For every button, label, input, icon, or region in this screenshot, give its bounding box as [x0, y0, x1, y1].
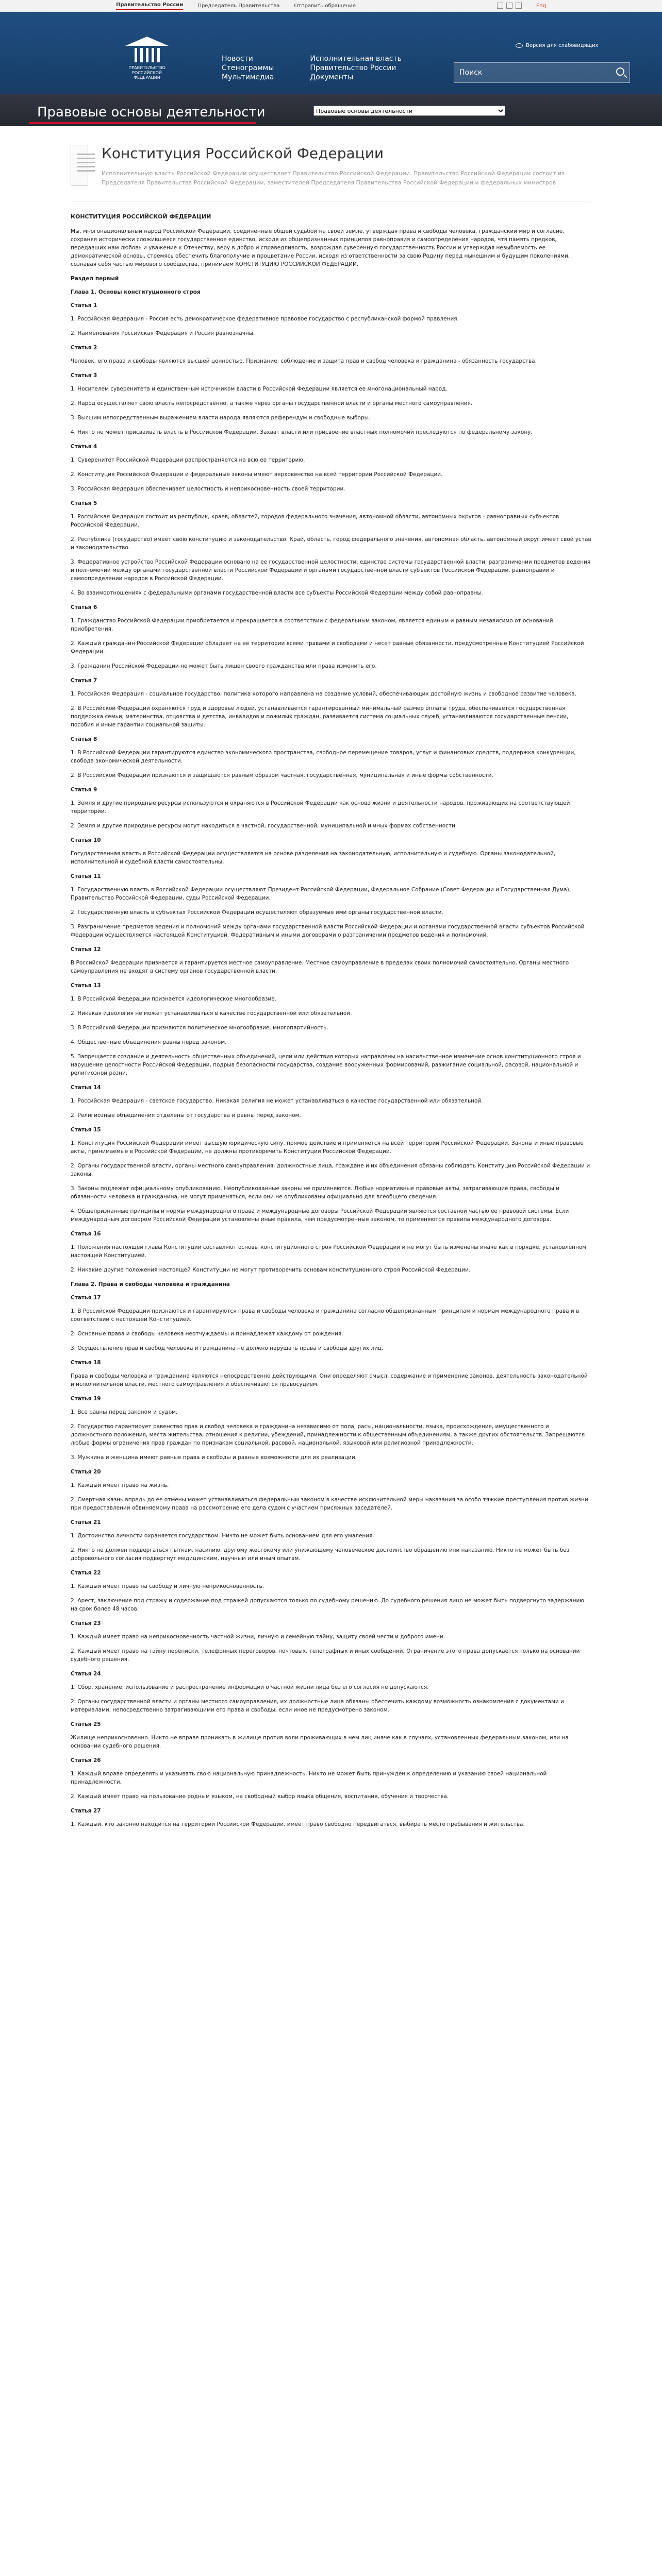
preamble: Мы, многонациональный народ Российской Федерации, соединенные общей судьбой на своей земле, утверждая права и свободы человека, гражданский мир и согласие, сохраняя исторически сложившееся государственное единство, исходя из общепризнанных принципов равноправия и самоопределения народов, чтя память предков, передавших нам любовь и уважение к Отечеству, веру в добро и справедливость, возрождая суверенную государственность России и утверждая незыблемость ее демократической основы, стремясь обеспечить благополучие и процветание России, исходя из ответственности за свою Родину перед нынешним и будущим поколениями, сознавая себя частью мирового сообщества, принимаем КОНСТИТУЦИЮ РОССИЙСКОЙ ФЕДЕРАЦИИ.: [71, 228, 570, 267]
article-paragraph: 1. Каждый имеет право на свободу и личную неприкосновенность.: [71, 1583, 264, 1589]
article-paragraph: 2. В Российской Федерации признаются и защищаются равным образом частная, государственная, муниципальная и иные формы собственности.: [71, 772, 493, 778]
vk-icon[interactable]: [506, 3, 512, 9]
article-heading: Статья 18: [71, 1360, 101, 1366]
article-heading: Статья 20: [71, 1469, 101, 1475]
article-paragraph: 2. Каждый имеет право на пользование родным языком, на свободный выбор языка общения, воспитания, обучения и творчества.: [71, 1793, 449, 1800]
nav-documents[interactable]: Документы: [310, 73, 354, 81]
article-paragraph: 2. Органы государственной власти и органы местного самоуправления, их должностные лица обязаны обеспечить каждому возможность ознакомления с документами и материалами, непосредственно затрагивающими его права и свободы, если иное не предусмотрено законом.: [71, 1699, 564, 1713]
topbar-link-government[interactable]: Правительство России: [116, 2, 183, 10]
article-paragraph: 1. Земля и другие природные ресурсы используются и охраняются в Российской Федерации как основа жизни и деятельности народов, проживающих на соответствующей территории.: [71, 800, 570, 815]
page-title: Конституция Российской Федерации: [101, 145, 384, 162]
chapter-2-articles: [71, 1294, 591, 1828]
article-paragraph: 2. Народ осуществляет свою власть непосредственно, а также через органы государственной власти и органы местного самоуправления.: [71, 400, 473, 406]
article-heading: Статья 8: [71, 736, 97, 742]
article-paragraph: 1. Сбор, хранение, использование и распространение информации о частной жизни лица без его согласия не допускаются.: [71, 1684, 429, 1690]
article-heading: Статья 21: [71, 1519, 101, 1526]
article-heading: Статья 26: [71, 1757, 101, 1764]
section-bar: [0, 94, 662, 126]
chapter-heading: Глава 1. Основы конституционного строя: [71, 289, 201, 295]
article-paragraph: 1. Государственную власть в Российской Федерации осуществляют Президент Российской Федерации, Федеральное Собрание (Совет Федерации и Государственная Дума), Правительство Российской Федерации, суды Российской Федерации.: [71, 887, 571, 901]
article-heading: Статья 3: [71, 372, 97, 379]
article-paragraph: 2. Каждый имеет право на тайну переписки, телефонных переговоров, почтовых, телеграфных и иных сообщений. Ограничение этого права допускается только на основании судебного решения.: [71, 1648, 580, 1663]
language-switch[interactable]: Eng: [536, 3, 546, 9]
building-columns-icon: [135, 48, 160, 62]
article-heading: Статья 11: [71, 873, 101, 879]
section-select[interactable]: [313, 106, 505, 116]
article-paragraph: 3. Законы подлежат официальному опубликованию. Неопубликованные законы не применяются. Любые нормативные правовые акты, затрагивающие права, свободы и обязанности человека и гражданина, не могут применяться, если они не опубликованы официально для всеобщего сведения.: [71, 1185, 560, 1200]
article-paragraph: 1. Российская Федерация - социальное государство, политика которого направлена на создание условий, обеспечивающих достойную жизнь и свободное развитие человека.: [71, 691, 577, 697]
article-paragraph: 1. Российская Федерация - светское государство. Никакая религия не может устанавливаться в качестве государственной или обязательной.: [71, 1098, 483, 1104]
article-paragraph: 4. Общественные объединения равны перед законом.: [71, 1039, 227, 1045]
article-paragraph: 3. Федеративное устройство Российской Федерации основано на ее государственной целостности, единстве системы государственной власти, разграничении предметов ведения и полномочий между органами государственной власти Российской Федерации и органами государственной власти субъектов Российской Федерации, равноправии и самоопределении народов в Российской Федерации.: [71, 559, 591, 582]
impaired-version-label: Версия для слабовидящих: [526, 43, 599, 48]
article-heading: Статья 27: [71, 1808, 101, 1814]
article-paragraph: 2. Наименования Российская Федерация и Россия равнозначны.: [71, 330, 255, 336]
article-paragraph: 2. Органы государственной власти, органы местного самоуправления, должностные лица, граждане и их объединения обязаны соблюдать Конституцию Российской Федерации и законы.: [71, 1163, 590, 1177]
article-heading: Статья 1: [71, 302, 97, 309]
article-paragraph: 1. Гражданство Российской Федерации приобретается и прекращается в соответствии с федеральным законом, является единым и равным независимо от оснований приобретения.: [71, 618, 553, 632]
article-paragraph: 5. Запрещается создание и деятельность общественных объединений, цели или действия которых направлены на насильственное изменение основ конституционного строя и нарушение целостности Российской Федерации, подрыв безопасности государства, создание вооруженных формирований, разжигание социальной, расовой, национальной и религиозной розни.: [71, 1054, 581, 1076]
article-paragraph: 1. Достоинство личности охраняется государством. Ничто не может быть основанием для его умаления.: [71, 1533, 374, 1539]
article-paragraph: Права и свободы человека и гражданина являются непосредственно действующими. Они определяют смысл, содержание и применение законов, деятельность законодательной и исполнительной власти, местного самоуправления и обеспечиваются правосудием.: [71, 1373, 588, 1387]
eye-icon: [516, 43, 523, 48]
nav-multimedia[interactable]: Мультимедиа: [222, 73, 274, 81]
nav-transcripts[interactable]: Стенограммы: [222, 64, 274, 72]
article-heading: Статья 15: [71, 1127, 101, 1133]
article-paragraph: 1. Каждый имеет право на жизнь.: [71, 1482, 169, 1488]
article-paragraph: 3. Российская Федерация обеспечивает целостность и неприкосновенность своей территории.: [71, 486, 345, 492]
article-paragraph: 4. Во взаимоотношениях с федеральными органами государственной власти все субъекты Российской Федерации между собой равноправны.: [71, 590, 484, 596]
site-logo[interactable]: [119, 37, 175, 80]
article-heading: Статья 12: [71, 946, 101, 953]
search-input[interactable]: [454, 63, 610, 82]
site-header: [0, 12, 662, 94]
article-paragraph: 3. Высшим непосредственным выражением власти народа являются референдум и свободные выборы.: [71, 415, 371, 421]
article-paragraph: 2. Земля и другие природные ресурсы могут находиться в частной, государственной, муниципальной и иных формах собственности.: [71, 823, 457, 829]
article-paragraph: 1. Суверенитет Российской Федерации распространяется на всю ее территорию.: [71, 457, 305, 463]
article-paragraph: 2. Государственную власть в субъектах Российской Федерации осуществляют образуемые ими органы государственной власти.: [71, 909, 443, 916]
article-heading: Статья 4: [71, 444, 97, 450]
page-description: Исполнительную власть Российской Федерации осуществляет Правительство Российской Федерации. Правительство Российской Федерации состоит из Председателя Правительства Российской Федерации, заместителей Председателя Правительства Российской Федерации и федеральных министров: [101, 170, 565, 186]
article-heading: Статья 17: [71, 1295, 101, 1301]
article-paragraph: 2. Религиозные объединения отделены от государства и равны перед законом.: [71, 1112, 301, 1118]
chapter-heading: Глава 2. Права и свободы человека и гражданина: [71, 1281, 230, 1287]
rss-icon[interactable]: [497, 3, 503, 9]
article-heading: Статья 14: [71, 1084, 101, 1091]
article-paragraph: 2. Никакая идеология не может устанавливаться в качестве государственной или обязательной.: [71, 1010, 352, 1016]
topbar-link-appeal[interactable]: Отправить обращение: [294, 3, 356, 9]
article-paragraph: 1. Каждый имеет право на неприкосновенность частной жизни, личную и семейную тайну, защиту своей чести и доброго имени.: [71, 1634, 445, 1640]
building-roof-icon: [125, 37, 169, 46]
article-paragraph: 2. Арест, заключение под стражу и содержание под стражей допускаются только по судебному решению. До судебного решения лицо не может быть подвергнуто задержанию на срок более 48 часов.: [71, 1598, 585, 1612]
section-title: Правовые основы деятельности: [37, 105, 266, 120]
article-paragraph: 1. Российская Федерация состоит из республик, краев, областей, городов федерального значения, автономной области, автономных округов - равноправных субъектов Российской Федерации.: [71, 514, 559, 528]
article-paragraph: 3. Гражданин Российской Федерации не может быть лишен своего гражданства или права изменить его.: [71, 663, 377, 669]
article-paragraph: 1. В Российской Федерации гарантируются единство экономического пространства, свободное перемещение товаров, услуг и финансовых средств, поддержка конкуренции, свобода экономической деятельности.: [71, 750, 576, 764]
logo-text: ПРАВИТЕЛЬСТВО РОССИЙСКОЙ ФЕДЕРАЦИИ: [128, 65, 166, 80]
section-underline: [29, 122, 256, 124]
section-heading: Раздел первый: [71, 276, 119, 282]
document-heading: КОНСТИТУЦИЯ РОССИЙСКОЙ ФЕДЕРАЦИИ: [71, 213, 211, 220]
main-content: [71, 126, 591, 1828]
article-paragraph: 4. Никто не может присваивать власть в Российской Федерации. Захват власти или присвоение властных полномочий преследуются по федеральному закону.: [71, 429, 533, 435]
article-paragraph: 1. Конституция Российской Федерации имеет высшую юридическую силу, прямое действие и применяется на всей территории Российской Федерации. Законы и иные правовые акты, принимаемые в Российской Федерации, не должны противоречить Конституции Российской Федерации.: [71, 1140, 584, 1155]
article-paragraph: Человек, его права и свободы являются высшей ценностью. Признание, соблюдение и защита прав и свобод человека и гражданина - обязанность государства.: [71, 358, 537, 364]
article-paragraph: 2. Основные права и свободы человека неотчуждаемы и принадлежат каждому от рождения.: [71, 1331, 343, 1337]
article-paragraph: Государственная власть в Российской Федерации осуществляется на основе разделения на законодательную, исполнительную и судебную. Органы законодательной, исполнительной и судебной власти самостоятельны.: [71, 851, 556, 865]
document-icon: [71, 145, 88, 186]
article-paragraph: 2. Республика (государство) имеет свою конституцию и законодательство. Край, область, город федерального значения, автономная область, автономный округ имеет свой устав и законодательство.: [71, 536, 591, 551]
article-paragraph: 1. Все равны перед законом и судом.: [71, 1409, 178, 1415]
article-heading: Статья 5: [71, 500, 97, 506]
article-paragraph: Жилище неприкосновенно. Никто не вправе проникать в жилище против воли проживающих в нем лиц иначе как в случаях, установленных федеральным законом, или на основании судебного решения.: [71, 1735, 569, 1749]
article-paragraph: 2. Государство гарантирует равенство прав и свобод человека и гражданина независимо от пола, расы, национальности, языка, происхождения, имущественного и должностного положения, места жительства, отношения к религии, убеждений, принадлежности к общественным объединениям, а также других обстоятельств. Запрещаются любые формы ограничения прав граждан по признакам социальной, расовой, национальной, языковой или религиозной принадлежности.: [71, 1423, 585, 1446]
article-paragraph: 3. Осуществление прав и свобод человека и гражданина не должно нарушать права и свободы других лиц.: [71, 1345, 384, 1351]
topbar-link-chairman[interactable]: Председатель Правительства: [197, 3, 280, 9]
article-paragraph: 4. Общепризнанные принципы и нормы международного права и международные договоры Российской Федерации являются составной частью ее правовой системы. Если международным договором Российской Федерации установлены иные правила, чем предусмотренные законом, то применяются правила международного договора.: [71, 1208, 569, 1223]
article-heading: Статья 10: [71, 837, 101, 843]
article-paragraph: 1. Каждый, кто законно находится на территории Российской Федерации, имеет право свободно передвигаться, выбирать место пребывания и жительства.: [71, 1821, 525, 1827]
article-heading: Статья 2: [71, 345, 97, 351]
article-paragraph: 1. Российская Федерация - Россия есть демократическое федеративное правовое государство с республиканской формой правления.: [71, 316, 459, 322]
article-paragraph: 2. Каждый гражданин Российской Федерации обладает на ее территории всеми правами и свободами и несет равные обязанности, предусмотренные Конституцией Российской Федерации.: [71, 640, 584, 655]
article-paragraph: 1. В Российской Федерации признаются и гарантируются права и свободы человека и гражданина согласно общепризнанным принципам и нормам международного права и в соответствии с настоящей Конституцией.: [71, 1308, 580, 1323]
search-box: [454, 62, 630, 83]
article-paragraph: 2. Никто не должен подвергаться пыткам, насилию, другому жестокому или унижающему человеческое достоинство обращению или наказанию. Никто не может быть без добровольного согласия подвергнут медицинским, научным или иным опытам.: [71, 1547, 570, 1562]
article-paragraph: В Российской Федерации признается и гарантируется местное самоуправление. Местное самоуправление в пределах своих полномочий самостоятельно. Органы местного самоуправления не входят в систему органов государственной власти.: [71, 960, 569, 974]
impaired-version-link[interactable]: [516, 43, 599, 48]
article-heading: Статья 24: [71, 1671, 101, 1677]
nav-executive[interactable]: Исполнительная власть: [310, 55, 402, 63]
article-paragraph: 3. Разграничение предметов ведения и полномочий между органами государственной власти Российской Федерации и органами государственной власти субъектов Российской Федерации осуществляется настоящей Конституцией, Федеративным и иными договорами о разграничении предметов ведения и полномочий.: [71, 924, 585, 938]
article-paragraph: 1. Каждый вправе определять и указывать свою национальную принадлежность. Никто не может быть принужден к определению и указанию своей национальной принадлежности.: [71, 1771, 547, 1785]
article-heading: Статья 23: [71, 1620, 101, 1626]
article-paragraph: 2. Никакие другие положения настоящей Конституции не могут противоречить основам конституционного строя Российской Федерации.: [71, 1267, 471, 1273]
search-icon[interactable]: [616, 67, 624, 76]
article-heading: Статья 16: [71, 1231, 101, 1237]
article-heading: Статья 13: [71, 982, 101, 989]
article-heading: Статья 7: [71, 677, 97, 684]
article-paragraph: 1. Носителем суверенитета и единственным источником власти в Российской Федерации является ее многонациональный народ.: [71, 386, 448, 392]
article-paragraph: 2. Смертная казнь впредь до ее отмены может устанавливаться федеральным законом в качестве исключительной меры наказания за особо тяжкие преступления против жизни при предоставлении обвиняемому права на рассмотрение его дела судом с участием присяжных заседателей.: [71, 1497, 588, 1511]
twitter-icon[interactable]: [516, 3, 522, 9]
article-paragraph: 3. Мужчина и женщина имеют равные права и свободы и равные возможности для их реализации.: [71, 1454, 357, 1461]
article-heading: Статья 19: [71, 1396, 101, 1402]
nav-government[interactable]: Правительство России: [310, 64, 396, 72]
article-heading: Статья 9: [71, 787, 97, 793]
article-heading: Статья 22: [71, 1570, 101, 1576]
top-bar: [0, 0, 662, 12]
document-body: [71, 213, 591, 1828]
article-paragraph: 2. Конституция Российской Федерации и федеральные законы имеют верховенство на всей территории Российской Федерации.: [71, 471, 443, 478]
article-paragraph: 2. В Российской Федерации охраняются труд и здоровье людей, устанавливается гарантированный минимальный размер оплаты труда, обеспечивается государственная поддержка семьи, материнства, отцовства и детства, инвалидов и пожилых граждан, развивается система социальных служб, устанавливаются государственные пенсии, пособия и иные гарантии социальной защиты.: [71, 705, 569, 728]
article-paragraph: 1. Положения настоящей главы Конституции составляют основы конституционного строя Российской Федерации и не могут быть изменены иначе как в порядке, установленном настоящей Конституцией.: [71, 1244, 587, 1259]
main-nav: [222, 54, 402, 82]
article-paragraph: 3. В Российской Федерации признаются политическое многообразие, многопартийность.: [71, 1025, 328, 1031]
article-paragraph: 1. В Российской Федерации признается идеологическое многообразие.: [71, 996, 277, 1002]
article-heading: Статья 25: [71, 1721, 101, 1727]
article-heading: Статья 6: [71, 604, 97, 611]
chapter-1-articles: [71, 301, 591, 1274]
nav-news[interactable]: Новости: [222, 55, 253, 63]
